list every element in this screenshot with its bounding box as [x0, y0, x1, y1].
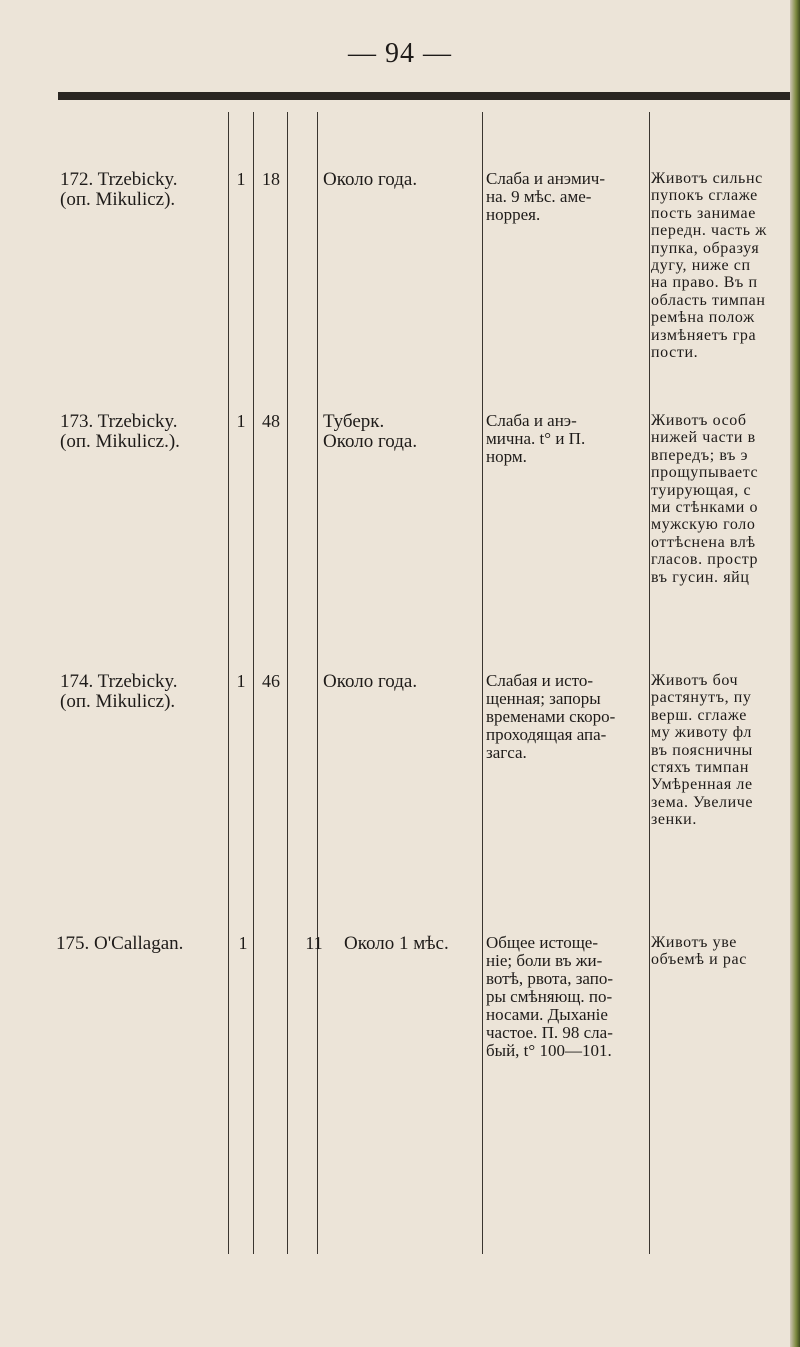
exam-line: дугу, ниже сп [651, 257, 751, 275]
column-rule [649, 112, 650, 1254]
symptoms-line: загса. [486, 743, 527, 762]
exam-line: стяхъ тимпан [651, 759, 750, 777]
exam-cell [651, 934, 767, 969]
exam-line: пупокъ сглаже [651, 187, 758, 205]
duration-line: Около года. [323, 169, 418, 190]
exam-line: прощупываетс [651, 464, 759, 482]
exam-line: на право. Въ п [651, 274, 758, 292]
exam-line: Животъ уве [651, 934, 737, 951]
column-rule [317, 112, 318, 1254]
symptoms-cell [486, 412, 646, 466]
exam-line: Животъ боч [651, 672, 739, 689]
exam-line: ми стѣнками о [651, 499, 759, 517]
symptoms-line: ры смѣняющ. по- [486, 987, 613, 1006]
symptoms-line: ніе; боли въ жи- [486, 951, 603, 970]
column-rule [482, 112, 483, 1254]
exam-line: въ поясничны [651, 741, 753, 759]
symptoms-line: мична. t° и П. [486, 429, 586, 448]
exam-line: гласов. простр [651, 551, 759, 569]
col2-cell: 1 [236, 671, 246, 691]
duration-cell [323, 412, 478, 452]
symptoms-line: на. 9 мѣс. аме- [486, 187, 592, 206]
duration-line: Около года. [323, 671, 418, 692]
column-rule [228, 112, 229, 1254]
exam-cell [651, 170, 767, 361]
symptoms-line: временами скоро- [486, 707, 616, 726]
page-edge [790, 0, 800, 1347]
exam-line: въ гусин. яйц [651, 568, 750, 586]
column-rule [287, 112, 288, 1254]
exam-cell [651, 672, 767, 829]
symptoms-line: носами. Дыханіе [486, 1005, 608, 1024]
exam-line: му животу фл [651, 724, 752, 742]
case-name-line: 175. O'Callagan. [56, 933, 184, 954]
case-name-line: (оп. Mikulicz). [60, 189, 176, 210]
exam-line: измѣняетъ гра [651, 326, 757, 344]
exam-line: пупка, образуя [651, 239, 760, 257]
exam-line: оттѣснена влѣ [651, 533, 756, 551]
case-name-line: (оп. Mikulicz.). [60, 431, 180, 452]
duration-cell [323, 170, 478, 190]
case-name-line: 174. Trzebicky. [60, 671, 178, 692]
col3-cell: 18 [262, 169, 280, 189]
exam-line: растянутъ, пу [651, 689, 752, 707]
symptoms-line: щенная; запоры [486, 689, 601, 708]
exam-line: область тимпан [651, 291, 766, 309]
exam-line: передн. часть ж [651, 222, 767, 240]
symptoms-line: частое. П. 98 сла- [486, 1023, 613, 1042]
col3-cell: 48 [262, 411, 280, 431]
symptoms-line: Слабая и исто- [486, 671, 593, 690]
exam-line: Умѣренная ле [651, 776, 753, 794]
exam-line: объемѣ и рас [651, 951, 747, 969]
symptoms-line: бый, t° 100—101. [486, 1041, 612, 1060]
case-name-cell [60, 412, 226, 452]
duration-line: Около 1 мѣс. [344, 933, 449, 954]
symptoms-line: Слаба и анэмич- [486, 169, 606, 188]
case-name-cell [60, 672, 226, 712]
duration-line: Туберк. [323, 411, 385, 432]
duration-cell [323, 672, 478, 692]
symptoms-line: Общее истоще- [486, 933, 599, 952]
exam-line: впередъ; въ э [651, 446, 749, 464]
exam-line: зема. Увеличе [651, 793, 754, 811]
symptoms-line: норрея. [486, 205, 541, 224]
symptoms-line: вотѣ, рвота, запо- [486, 969, 614, 988]
exam-line: верш. сглаже [651, 706, 747, 724]
symptoms-cell [486, 934, 648, 1060]
exam-line: ремѣна полож [651, 309, 755, 327]
column-rule [253, 112, 254, 1254]
symptoms-cell [486, 672, 648, 762]
exam-line: зенки. [651, 811, 697, 829]
exam-line: пость занимае [651, 204, 756, 222]
page-number: — 94 — [348, 38, 452, 69]
exam-line: Животъ сильнс [651, 170, 763, 187]
symptoms-cell [486, 170, 646, 224]
exam-line: пости. [651, 344, 699, 362]
exam-line: Животъ особ [651, 412, 747, 429]
col2-cell: 1 [238, 933, 248, 953]
symptoms-line: Слаба и анэ- [486, 411, 577, 430]
exam-line: туирующая, с [651, 481, 752, 499]
col2-cell: 1 [236, 411, 246, 431]
col3-cell: 11 [305, 933, 323, 953]
case-name-line: (оп. Mikulicz). [60, 691, 176, 712]
duration-line: Около года. [323, 431, 418, 452]
col3-cell: 46 [262, 671, 280, 691]
case-name-line: 173. Trzebicky. [60, 411, 178, 432]
col2-cell: 1 [236, 169, 246, 189]
case-name-line: 172. Trzebicky. [60, 169, 178, 190]
case-name-cell [56, 934, 236, 954]
duration-cell [344, 934, 479, 954]
exam-line: мужскую голо [651, 516, 756, 534]
symptoms-line: норм. [486, 447, 527, 466]
case-name-cell [60, 170, 226, 210]
symptoms-line: проходящая апа- [486, 725, 607, 744]
exam-cell [651, 412, 767, 586]
header-rule [58, 92, 790, 100]
exam-line: нижей части в [651, 429, 756, 447]
